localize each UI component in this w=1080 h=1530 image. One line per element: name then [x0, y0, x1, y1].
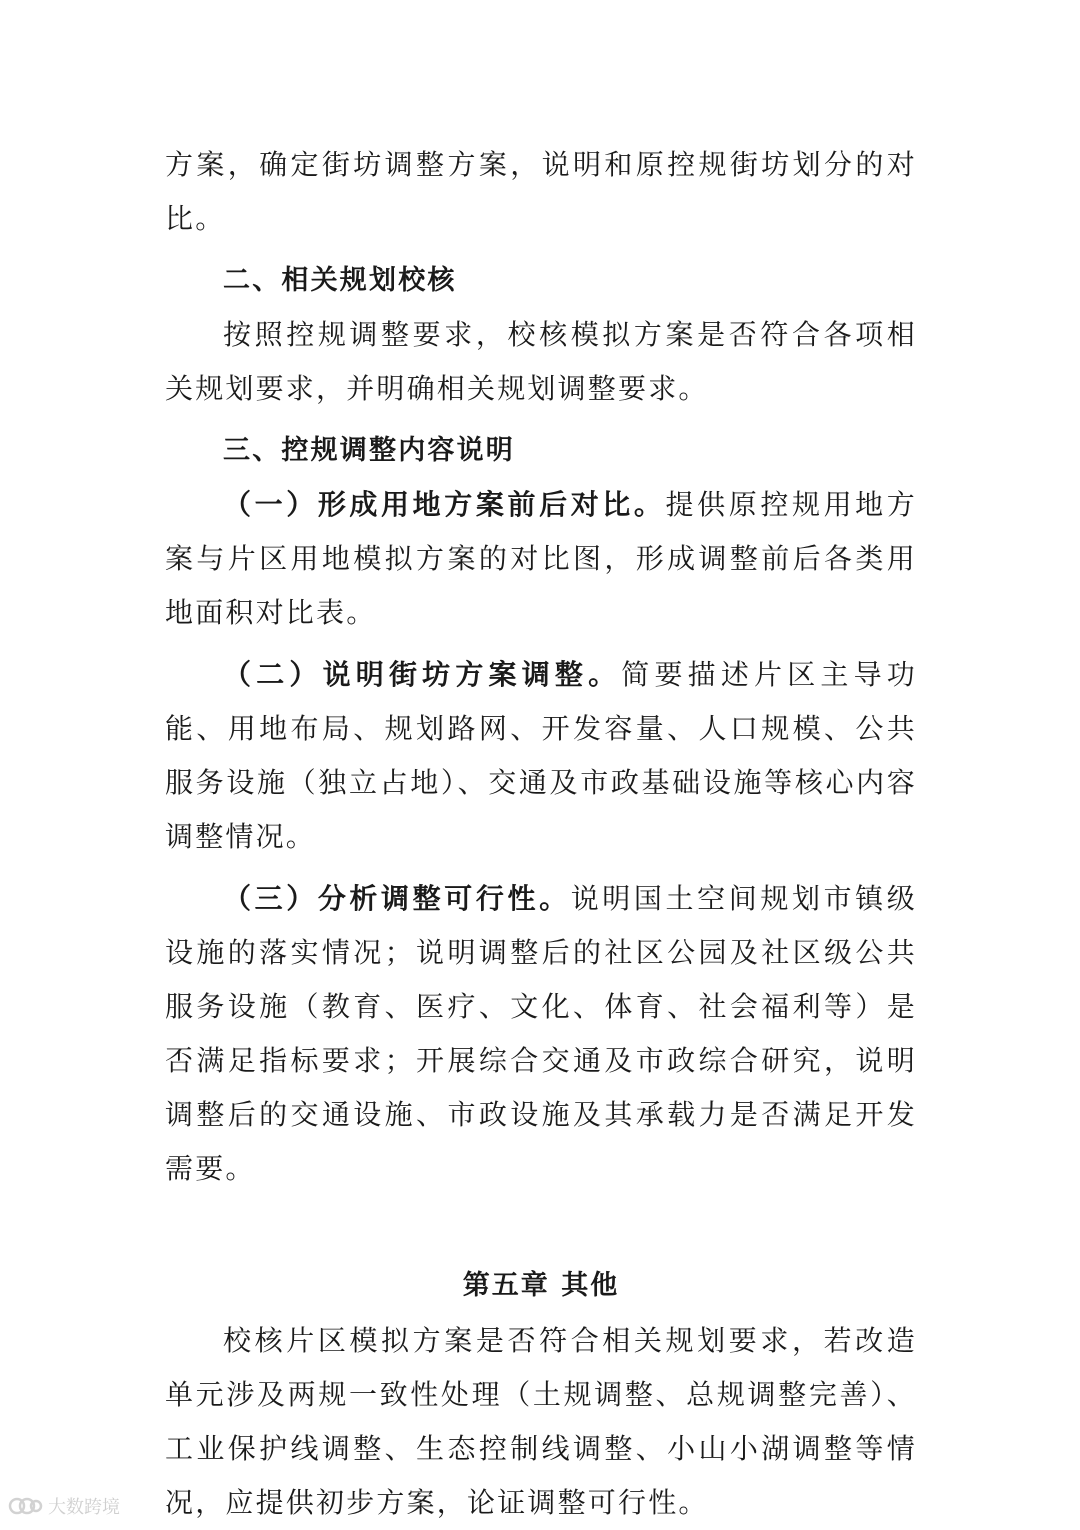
document-page [165, 138, 917, 1530]
subsection-3-body: 说明国土空间规划市镇级设施的落实情况；说明调整后的社区公园及社区级公共服务设施（教育、医疗、文化、体育、社会福利等）是否满足指标要求；开展综合交通及市政综合研究，说明调整后的交通设施、市政设施及其承载力是否满足开发需要。 [165, 882, 917, 1185]
chapter-title: 第五章 其他 [462, 1270, 620, 1301]
subsection-3-lead: （三）分析调整可行性。 [223, 882, 571, 915]
paragraph-continuation: 方案，确定街坊调整方案，说明和原控规街坊划分的对比。 [165, 148, 917, 235]
subsection-2-body: 简要描述片区主导功能、用地布局、规划路网、开发容量、人口规模、公共服务设施（独立占地）、交通及市政基础设施等核心内容调整情况。 [165, 658, 917, 853]
section-heading-2: 二、相关规划校核 [223, 265, 457, 296]
chain-logo-icon [8, 1495, 44, 1517]
section-heading-3: 三、控规调整内容说明 [223, 435, 515, 466]
paragraph-planning-check: 按照控规调整要求，校核模拟方案是否符合各项相关规划要求，并明确相关规划调整要求。 [165, 318, 917, 405]
subsection-2-lead: （二）说明街坊方案调整。 [223, 658, 622, 691]
watermark-text: 大数跨境 [48, 1497, 120, 1518]
subsection-1-lead: （一）形成用地方案前后对比。 [223, 488, 666, 521]
watermark [8, 1493, 120, 1519]
paragraph-subsection-2 [165, 648, 917, 864]
paragraph-subsection-1 [165, 478, 917, 640]
subsection-1-body: 提供原控规用地方案与片区用地模拟方案的对比图，形成调整前后各类用地面积对比表。 [165, 488, 917, 629]
paragraph-other: 校核片区模拟方案是否符合相关规划要求，若改造单元涉及两规一致性处理（土规调整、总规调整完善）、工业保护线调整、生态控制线调整、小山小湖调整等情况，应提供初步方案，论证调整可行性。 [165, 1324, 917, 1519]
paragraph-subsection-3 [165, 872, 917, 1196]
